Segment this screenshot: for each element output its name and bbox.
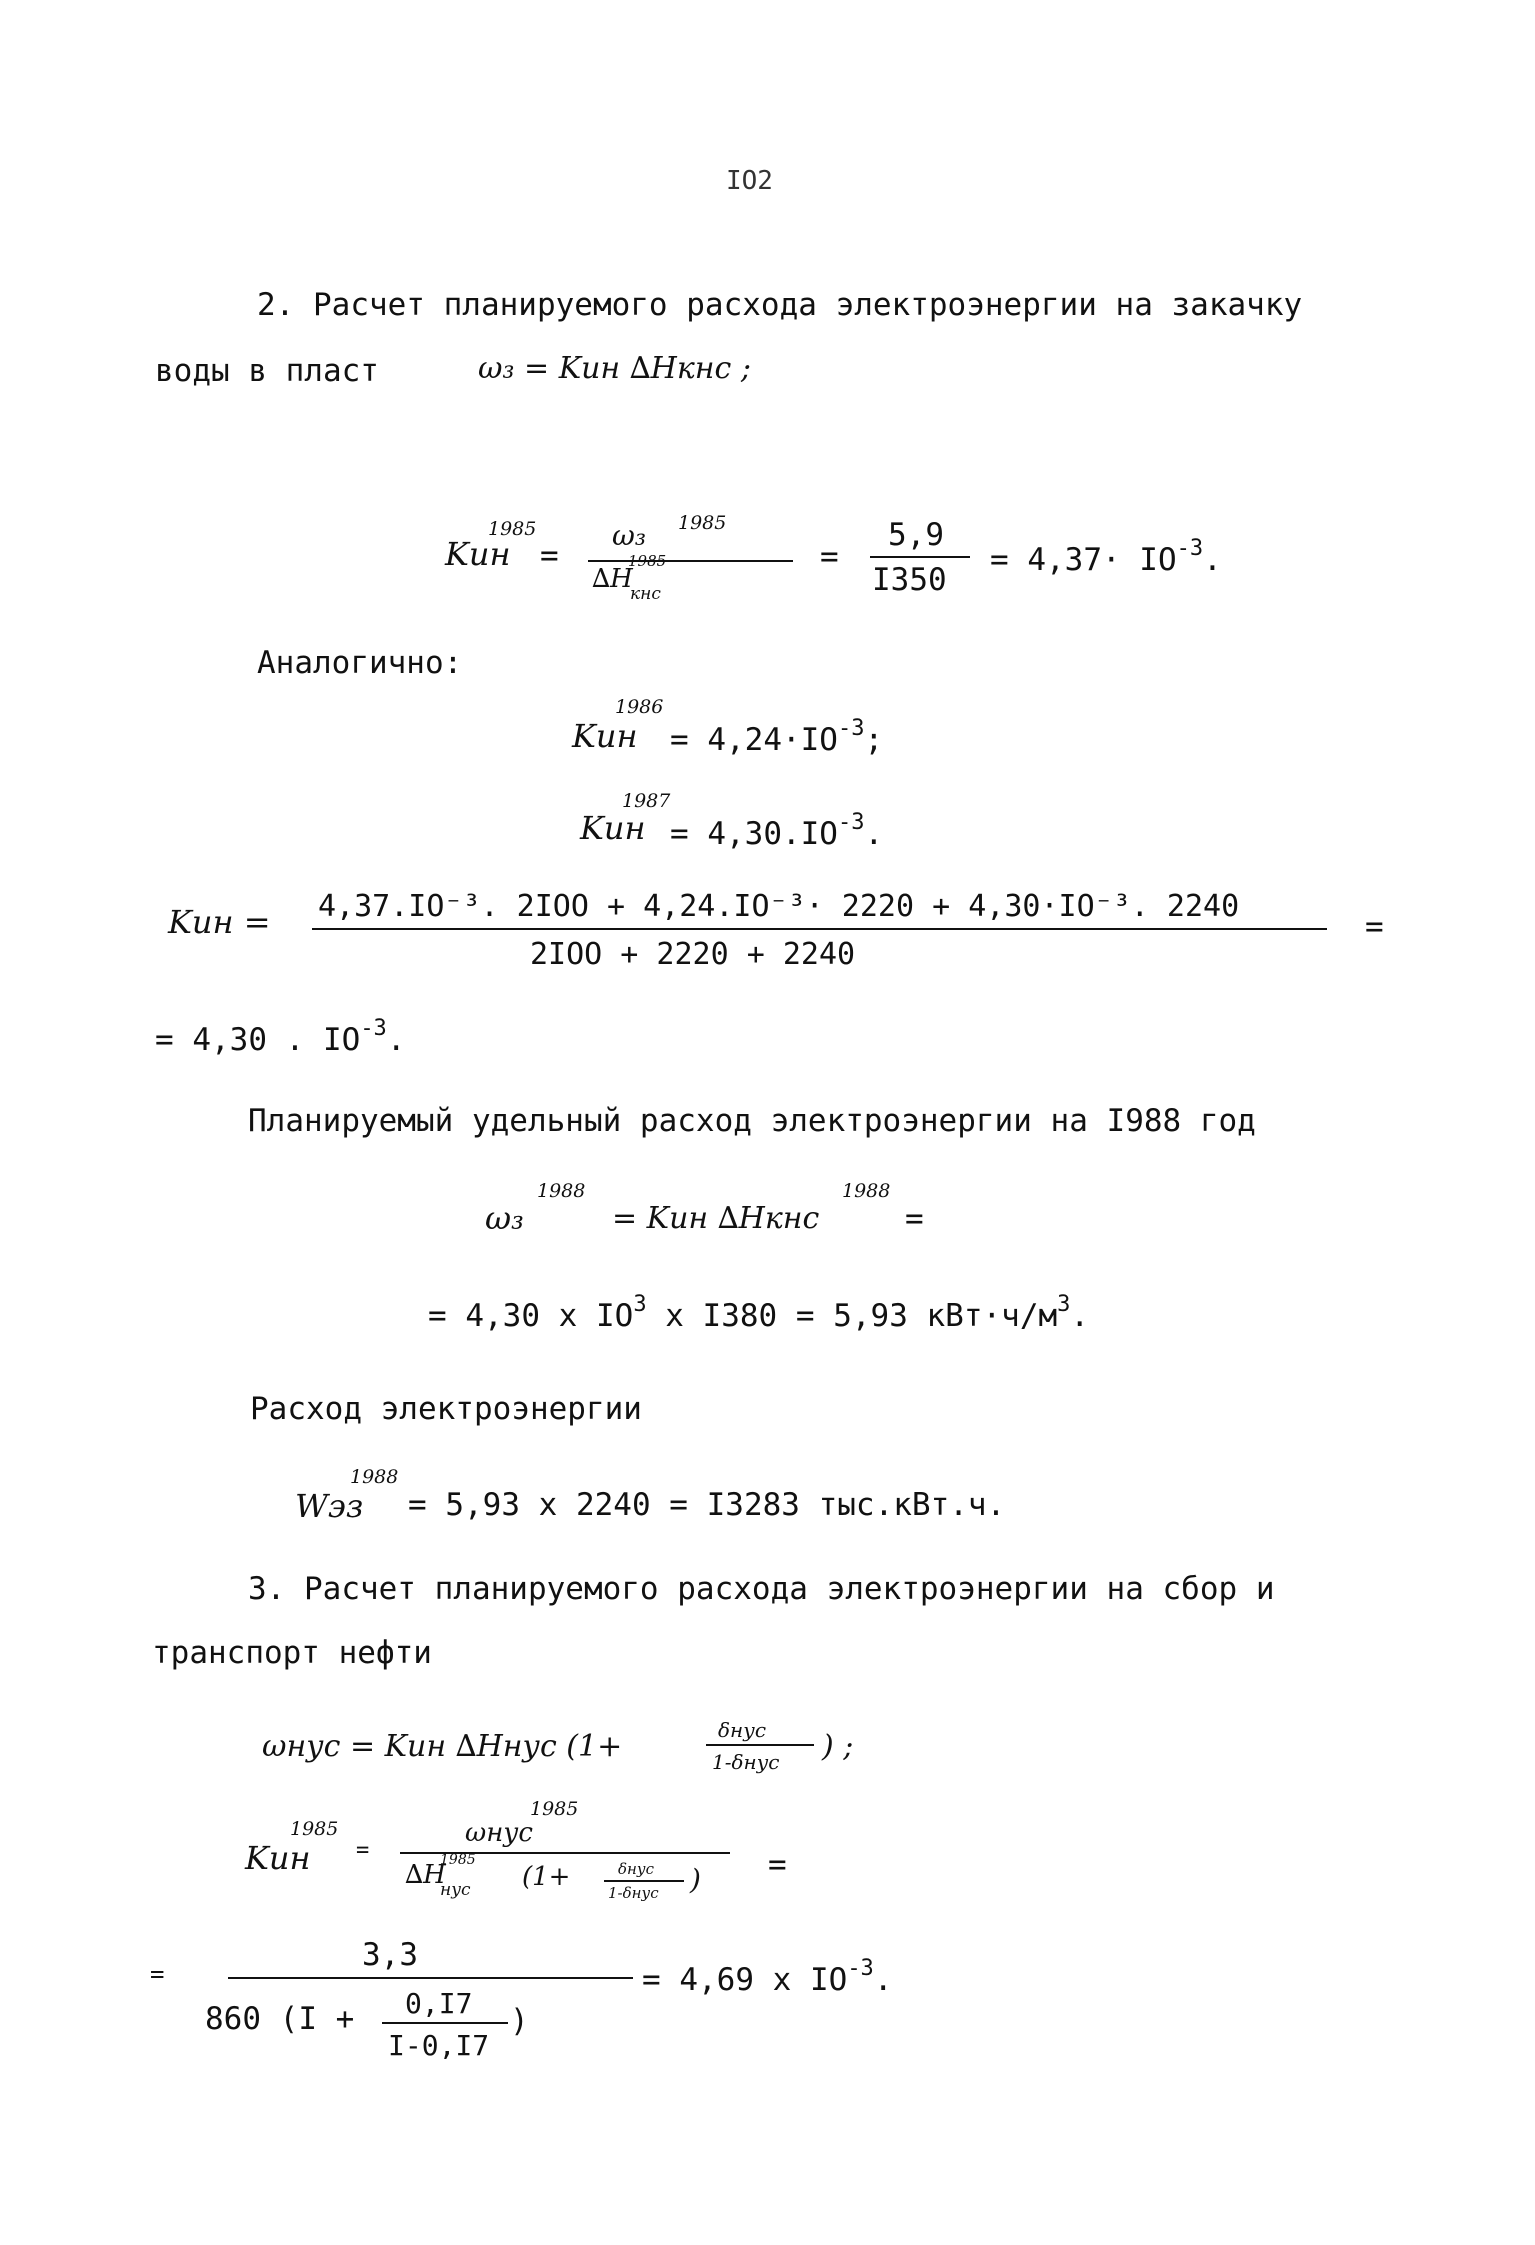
plan-specific-text: Планируемый удельный расход электроэнергии на I988 год bbox=[248, 1103, 1256, 1139]
k1985-den: I350 bbox=[872, 562, 947, 598]
section2-heading-line1: 2. Расчет планируемого расхода электроэнергии на закачку bbox=[257, 287, 1303, 323]
consumption-lhs: Wэз bbox=[295, 1487, 364, 1525]
k1987-lhs: Kин bbox=[580, 809, 646, 847]
s3-num: 3,3 bbox=[362, 1937, 418, 1973]
k1985-frac-num: ω₃ bbox=[612, 519, 647, 552]
k1985-eq2: = bbox=[820, 539, 839, 575]
k1985-result-exp: -3 bbox=[1176, 536, 1204, 561]
s3-formula-frac-bar bbox=[706, 1744, 814, 1746]
plan-formula-sup: 1988 bbox=[537, 1180, 586, 1202]
k1985-eq1: = bbox=[540, 538, 559, 574]
s3-k-den-frac-den: 1-δнус bbox=[608, 1884, 659, 1902]
kavg-result-exp: -3 bbox=[360, 1016, 387, 1041]
plan-result bbox=[428, 1294, 1089, 1332]
consumption-lhs-sup: 1988 bbox=[350, 1466, 399, 1488]
k1986-value-text: = 4,24·IO bbox=[670, 722, 838, 758]
k1985-frac-num-sup: 1985 bbox=[678, 512, 727, 534]
k1986-lhs: Kин bbox=[572, 717, 638, 755]
s3-lead: = bbox=[150, 1960, 165, 1988]
page-number: IO2 bbox=[726, 166, 773, 196]
k1987-value-text: = 4,30.IO bbox=[670, 816, 838, 852]
plan-result-exp: 3 bbox=[633, 1292, 647, 1317]
consumption-label: Расход электроэнергии bbox=[250, 1391, 642, 1427]
k1986-exp: -3 bbox=[837, 716, 865, 741]
k1985-lhs-sup: 1985 bbox=[488, 518, 537, 540]
plan-result-end: . bbox=[1070, 1298, 1090, 1334]
s3-den-close: ) bbox=[510, 2003, 529, 2039]
plan-formula-mid: = Kин ∆Hкнс bbox=[612, 1201, 820, 1236]
analog-label: Аналогично: bbox=[257, 645, 463, 681]
s3-result-exp: -3 bbox=[847, 1956, 874, 1981]
k1985-frac-bar bbox=[588, 560, 793, 562]
s3-k-den-sup: 1985 bbox=[440, 1852, 476, 1868]
k1986-end: ; bbox=[864, 722, 884, 758]
plan-result-unit-exp: 3 bbox=[1057, 1292, 1071, 1317]
k1985-result bbox=[990, 538, 1222, 576]
k1985-result-text: = 4,37· IO bbox=[990, 542, 1177, 578]
k1985-lhs: Kин bbox=[445, 535, 511, 573]
s3-den-frac-den: I-0,I7 bbox=[388, 2029, 490, 2062]
s3-k-eq: = bbox=[356, 1838, 370, 1863]
kavg-result-text: = 4,30 . IO bbox=[155, 1022, 361, 1058]
s3-k-den-paren: (1+ bbox=[522, 1862, 571, 1892]
s3-formula-end: ) ; bbox=[822, 1729, 854, 1764]
consumption-value: = 5,93 x 2240 = I3283 тыс.кВт.ч. bbox=[408, 1487, 1006, 1523]
k1985-result-end: . bbox=[1203, 542, 1222, 578]
plan-formula-eq: = bbox=[905, 1201, 924, 1237]
s3-k-den-sub: нус bbox=[440, 1880, 471, 1900]
kavg-bar bbox=[312, 928, 1327, 930]
plan-formula-mid-sup: 1988 bbox=[842, 1180, 891, 1202]
k1985-frac-den-sup: 1985 bbox=[628, 552, 667, 570]
s3-k-den: ∆H bbox=[405, 1860, 446, 1890]
s3-den-frac-num: 0,I7 bbox=[405, 1987, 473, 2020]
k1986-sup: 1986 bbox=[615, 696, 664, 718]
k1987-value bbox=[670, 812, 883, 850]
section3-heading-line2: транспорт нефти bbox=[152, 1635, 432, 1671]
k1987-sup: 1987 bbox=[622, 790, 671, 812]
section2-formula: ω₃ = Kин ∆Hкнс ; bbox=[478, 351, 751, 386]
s3-formula-frac-num: δнус bbox=[718, 1718, 767, 1742]
s3-k-lhs: Kин bbox=[245, 1839, 311, 1877]
s3-main-bar bbox=[228, 1977, 633, 1979]
kavg-lhs: Kин = bbox=[168, 903, 271, 941]
kavg-trail: = bbox=[1365, 909, 1384, 945]
kavg-result-end: . bbox=[386, 1022, 406, 1058]
s3-k-num-sup: 1985 bbox=[530, 1798, 579, 1820]
plan-formula-lhs: ω₃ bbox=[485, 1199, 524, 1237]
k1986-value bbox=[670, 718, 883, 756]
s3-result-end: . bbox=[873, 1962, 893, 1998]
s3-formula-frac-den: 1-δнус bbox=[712, 1750, 780, 1774]
k1985-num: 5,9 bbox=[888, 517, 944, 553]
kavg-result bbox=[155, 1018, 405, 1056]
s3-den-frac-bar bbox=[382, 2022, 508, 2024]
s3-result-text: = 4,69 x IO bbox=[642, 1962, 848, 1998]
s3-k-num: ωнус bbox=[465, 1818, 533, 1848]
section3-heading-line1: 3. Расчет планируемого расхода электроэнергии на сбор и bbox=[248, 1571, 1275, 1607]
s3-k-sup: 1985 bbox=[290, 1818, 339, 1840]
k1987-end: . bbox=[864, 816, 884, 852]
plan-result-text: = 4,30 x IO bbox=[428, 1298, 634, 1334]
s3-result bbox=[642, 1958, 892, 1996]
kavg-numerator: 4,37.IO⁻³. 2IOO + 4,24.IO⁻³· 2220 + 4,30·IO⁻³. 2240 bbox=[318, 889, 1240, 924]
s3-k-den-frac-bar bbox=[604, 1880, 684, 1882]
s3-k-den-frac-num: δнус bbox=[618, 1860, 655, 1878]
section2-heading-line2: воды в пласт bbox=[155, 353, 379, 389]
s3-formula-main: ωнус = Kин ∆Hнус (1+ bbox=[262, 1729, 623, 1764]
s3-k-trail: = bbox=[768, 1847, 787, 1883]
k1985-frac-den: ∆H bbox=[592, 564, 633, 594]
s3-k-den-close: ) bbox=[690, 1863, 701, 1896]
kavg-denominator: 2IOO + 2220 + 2240 bbox=[530, 937, 856, 972]
plan-result-mid: x I380 = 5,93 кВт·ч/м bbox=[646, 1298, 1058, 1334]
k1985-frac-den-sub: кнс bbox=[630, 584, 661, 604]
k1985-bar bbox=[870, 556, 970, 558]
s3-den-a: 860 (I + bbox=[205, 2001, 355, 2037]
k1987-exp: -3 bbox=[837, 810, 865, 835]
